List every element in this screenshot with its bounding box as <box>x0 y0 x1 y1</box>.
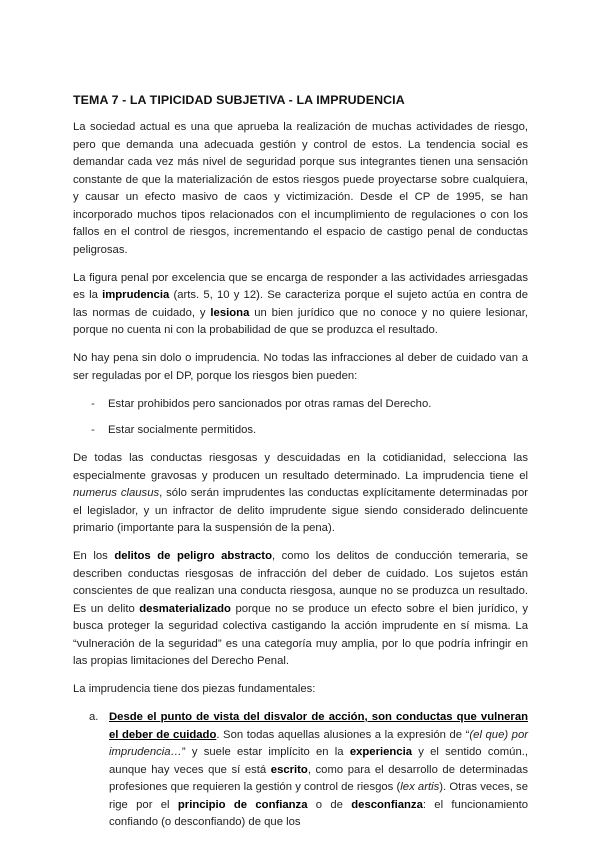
list-item-a: a. Desde el punto de vista del disvalor de acción, son conductas que vulneran el deber de cuidado. Son todas aquellas alusiones a la expresión de “(el que) por imprudencia…” y suele estar implícito en la experiencia y el sentido común., aunque hay veces que sí está escrito, como para el desarrollo de determinadas profesiones que requieren la gestión y control de riesgos (lex artis). Otras veces, se rige por el principio de confianza o de desconfianza: el funcionamiento confiando (o desconfiando) de que los <box>89 711 529 828</box>
list-item: - Estar socialmente permitidos. <box>73 422 528 440</box>
term-imprudencia: imprudencia <box>102 289 170 301</box>
dash-list <box>73 396 528 440</box>
term-delitos-peligro-abstracto: delitos de peligro abstracto <box>114 550 272 562</box>
term-desmaterializado: desmaterializado <box>139 602 231 615</box>
page-title: TEMA 7 - LA TIPICIDAD SUBJETIVA - LA IMPRUDENCIA <box>73 93 405 107</box>
term-numerus-clausus: numerus clausus <box>73 487 160 499</box>
term-lesiona: lesiona <box>210 306 250 319</box>
document-body <box>73 93 528 832</box>
paragraph-4: De todas las conductas riesgosas y descuidadas en la cotidianidad, selecciona las especialmente gravosas y producen un resultado determinado. La imprudencia tiene el numerus clausus, sólo serán imprudentes las conductas explícitamente determinadas por el legislador, y un infractor de delito imprudente sigue siendo considerado delincuente primario (importante para la suspensión de la pena). <box>73 452 528 534</box>
list-item: - Estar prohibidos pero sancionados por otras ramas del Derecho. <box>73 396 528 414</box>
term-deber-de-cuidado: deber de cuidado <box>121 728 217 741</box>
paragraph-1: La sociedad actual es una que aprueba la realización de muchas actividades de riesgo, pero que demanda una adecuada gestión y control de estos. La tendencia social es demandar cada vez más nivel de seguridad porque sus integrantes tienen una sensación constante de que la materialización de estos riesgos puede proyectarse sobre cualquiera, y causar un efecto masivo de caos y victimización. Desde el CP de 1995, se han incorporado muchos tipos relacionados con el incumplimiento de regulaciones o con los fallos en el control de riesgos, incrementando el espacio de castigo penal de conductas peligrosas. <box>73 121 528 256</box>
list-marker: a. <box>89 711 99 723</box>
alpha-list <box>73 709 528 832</box>
paragraph-5: En los delitos de peligro abstracto, como los delitos de conducción temeraria, se describen conductas riesgosas de infracción del deber de cuidado. Los sujetos están conscientes de que realizan una conducta riesgosa, aunque no se produzca un resultado. Es un delito desmaterializado porque no se produce un efecto sobre el bien jurídico, y busca proteger la seguridad colectiva castigando la acción imprudente en sí misma. La “vulneración de la seguridad” es una categoría muy amplia, por lo que podría infringir en las propias limitaciones del Derecho Penal. <box>73 550 528 667</box>
paragraph-2: La figura penal por excelencia que se encarga de responder a las actividades arriesgadas es la imprudencia (arts. 5, 10 y 12). Se caracteriza porque el sujeto actúa en contra de las normas de cuidado, y lesiona un bien jurídico que no conoce y no quiere lesionar, porque no cuenta ni con la probabilidad de que se produzca el resultado. <box>73 271 528 336</box>
paragraph-3: No hay pena sin dolo o imprudencia. No todas las infracciones al deber de cuidado van a ser reguladas por el DP, porque los riesgos bien pueden: <box>73 352 528 382</box>
item-a-heading: Desde el punto de vista del disvalor de acción, son conductas que vulneran el <box>109 711 528 741</box>
paragraph-6: La imprudencia tiene dos piezas fundamentales: <box>73 683 316 695</box>
